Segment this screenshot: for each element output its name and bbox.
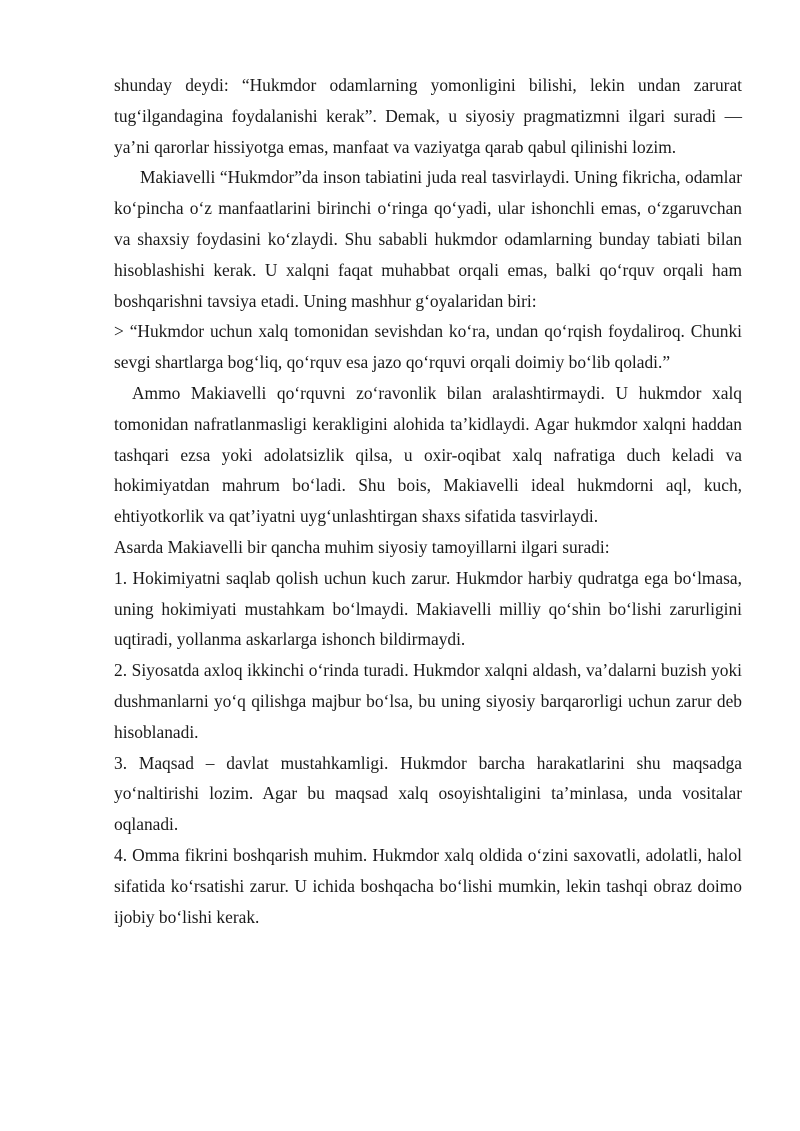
- paragraph-continuation: shunday deydi: “Hukmdor odamlarning yomonligini bilishi, lekin undan zarurat tug‘ilgandagina foydalanishi kerak”. Demak, u siyosiy pragmatizmni ilgari suradi — ya’ni qarorlar hissiyotga emas, manfaat va vaziyatga qarab qabul qilinishi lozim.: [114, 75, 742, 157]
- paragraph-fear-vs-violence: Ammo Makiavelli qo‘rquvni zo‘ravonlik bilan aralashtirmaydi. U hukmdor xalq tomonidan nafratlanmasligi kerakligini alohida ta’kidlaydi. Agar hukmdor xalqni haddan tashqari ezsa yoki adolatsizlik qilsa, u oxir-oqibat xalq nafratiga duch keladi va hokimiyatdan mahrum bo‘ladi. Shu bois, Makiavelli ideal hukmdorni aql, kuch, ehtiyotkorlik va qat’iyatni uyg‘unlashtirgan shaxs sifatida tasvirlaydi.: [114, 382, 742, 527]
- paragraph-principles-intro: Asarda Makiavelli bir qancha muhim siyosiy tamoyillarni ilgari suradi:: [114, 536, 610, 557]
- document-page: [114, 70, 742, 932]
- list-item-principle-2: 2. Siyosatda axloq ikkinchi o‘rinda turadi. Hukmdor xalqni aldash, va’dalarni buzish yoki dushmanlarni yo‘q qilishga majbur bo‘lsa, bu uning siyosiy barqarorligi uchun zarur deb hisoblanadi.: [114, 660, 742, 742]
- paragraph-quote: > “Hukmdor uchun xalq tomonidan sevishdan ko‘ra, undan qo‘rqish foydaliroq. Chunki sevgi shartlarga bog‘liq, qo‘rquv esa jazo qo‘rquvi orqali doimiy bo‘lib qoladi.”: [114, 321, 742, 373]
- list-item-principle-3: 3. Maqsad – davlat mustahkamligi. Hukmdor barcha harakatlarini shu maqsadga yo‘naltirishi lozim. Agar bu maqsad xalq osoyishtaligini ta’minlasa, unda vositalar oqlanadi.: [114, 752, 742, 835]
- list-item-principle-4: 4. Omma fikrini boshqarish muhim. Hukmdor xalq oldida o‘zini saxovatli, adolatli, halol sifatida ko‘rsatishi zarur. U ichida boshqacha bo‘lishi mumkin, lekin tashqi obraz doimo ijobiy bo‘lishi kerak.: [114, 844, 742, 927]
- list-item-principle-1: 1. Hokimiyatni saqlab qolish uchun kuch zarur. Hukmdor harbiy qudratga ega bo‘lmasa, uning hokimiyati mustahkam bo‘lmaydi. Makiavelli milliy qo‘shin bo‘lishi zarurligini uqtiradi, yollanma askarlarga ishonch bildirmaydi.: [114, 567, 742, 650]
- paragraph-human-nature: Makiavelli “Hukmdor”da inson tabiatini juda real tasvirlaydi. Uning fikricha, odamlar ko‘pincha o‘z manfaatlarini birinchi o‘ringa qo‘yadi, ular ishonchli emas, o‘zgaruvchan va shaxsiy foydasini ko‘zlaydi. Shu sababli hukmdor odamlarning bunday tabiati bilan hisoblashishi kerak. U xalqni faqat muhabbat orqali emas, balki qo‘rquv orqali ham boshqarishni tavsiya etadi. Uning mashhur g‘oyalaridan biri:: [114, 167, 742, 311]
